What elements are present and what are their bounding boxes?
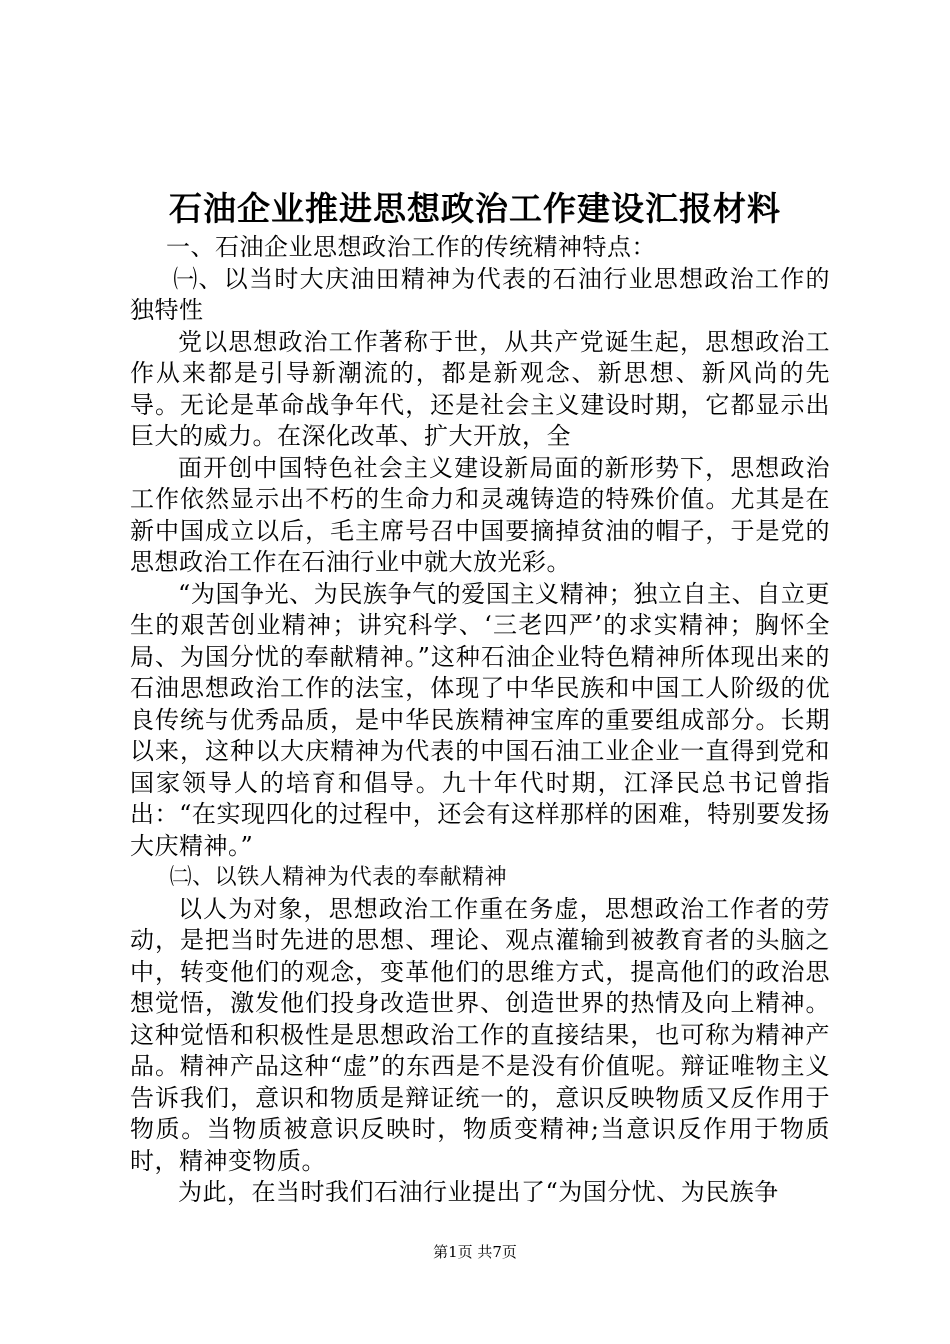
body-paragraph: 以人为对象，思想政治工作重在务虚，思想政治工作者的劳动，是把当时先进的思想、理论、观点灌输到被教育者的头脑之中，转变他们的观念，变革他们的思维方式，提高他们的政治思想觉悟，激发他们投身改造世界、创造世界的热情及向上精神。这种觉悟和积极性是思想政治工作的直接结果，也可称为精神产品。精神产品这种“虚”的东西是不是没有价值呢。辩证唯物主义告诉我们，意识和物质是辩证统一的，意识反映物质又反作用于物质。当物质被意识反映时，物质变精神;当意识反作用于物质时，精神变物质。	[130, 894, 830, 1175]
document-body	[130, 232, 830, 1209]
page-number-footer: 第1页 共7页	[433, 1243, 517, 1261]
body-paragraph: “为国争光、为民族争气的爱国主义精神；独立自主、自立更生的艰苦创业精神；讲究科学、‘三老四严’的求实精神；胸怀全局、为国分忧的奉献精神。”这种石油企业特色精神所体现出来的石油思想政治工作的法宝，体现了中华民族和中国工人阶级的优良传统与优秀品质，是中华民族精神宝库的重要组成部分。长期以来，这种以大庆精神为代表的中国石油工业企业一直得到党和国家领导人的培育和倡导。九十年代时期，江泽民总书记曾指出：“在实现四化的过程中，还会有这样那样的困难，特别要发扬大庆精神。”	[130, 579, 830, 860]
section-heading-1: 一、石油企业思想政治工作的传统精神特点：	[166, 233, 656, 261]
subsection-heading-1: ㈠、以当时大庆油田精神为代表的石油行业思想政治工作的独特性	[130, 264, 830, 324]
body-paragraph: 面开创中国特色社会主义建设新局面的新形势下，思想政治工作依然显示出不朽的生命力和灵魂铸造的特殊价值。尤其是在新中国成立以后，毛主席号召中国要摘掉贫油的帽子，于是党的思想政治工作在石油行业中就大放光彩。	[130, 453, 830, 576]
subsection-heading-2: ㈡、以铁人精神为代表的奉献精神	[169, 865, 508, 890]
body-paragraph: 党以思想政治工作著称于世，从共产党诞生起，思想政治工作从来都是引导新潮流的，都是新观念、新思想、新风尚的先导。无论是革命战争年代，还是社会主义建设时期，它都显示出巨大的威力。在深化改革、扩大开放，全	[130, 327, 830, 450]
body-paragraph: 为此，在当时我们石油行业提出了“为国分忧、为民族争	[178, 1178, 779, 1206]
document-title: 石油企业推进思想政治工作建设汇报材料	[169, 189, 781, 228]
